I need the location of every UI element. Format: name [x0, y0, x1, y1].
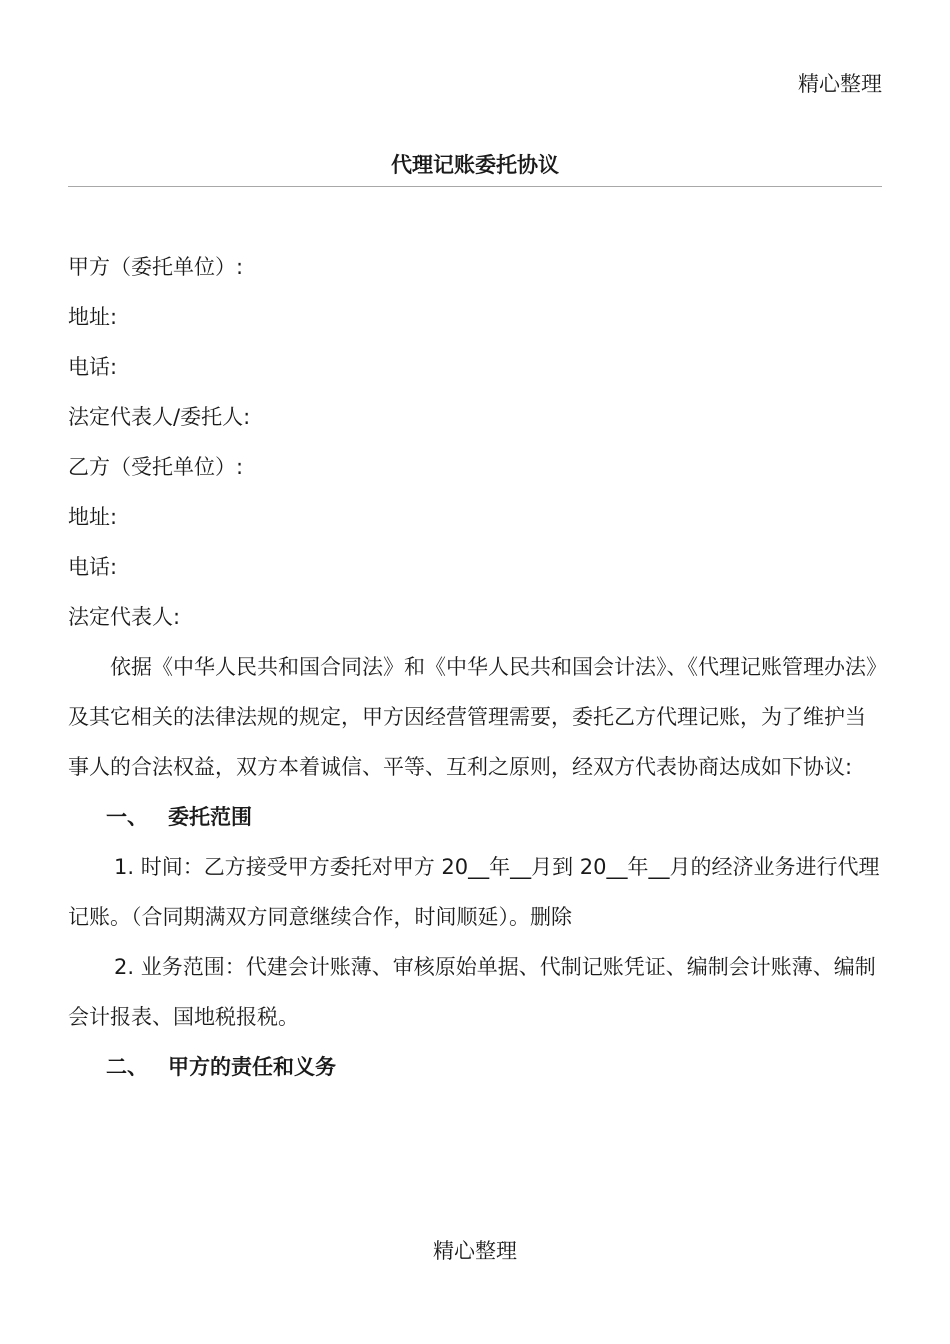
section-heading-scope: [68, 792, 882, 842]
section-title: 甲方的责任和义务: [168, 1055, 336, 1079]
section-heading-party-a-duties: [68, 1042, 882, 1092]
party-b-representative-label: 法定代表人:: [68, 605, 181, 629]
preamble-paragraph: 依据《中华人民共和国合同法》和《中华人民共和国会计法》、《代理记账管理办法》及其它相关的法律法规的规定，甲方因经营管理需要，委托乙方代理记账，为了维护当事人的合法权益，双方本着诚信、平等、互利之原则，经双方代表协商达成如下协议:: [68, 655, 877, 779]
party-b-phone-label: 电话:: [68, 555, 118, 579]
title-divider: [68, 186, 882, 187]
party-a-name-label: 甲方（委托单位）:: [68, 255, 244, 279]
party-a-phone-label: 电话:: [68, 355, 118, 379]
header-note: 精心整理: [798, 72, 882, 96]
clause-business-scope: 2. 业务范围：代建会计账薄、审核原始单据、代制记账凭证、编制会计账薄、编制会计报表、国地税报税。: [68, 955, 876, 1029]
footer-note: 精心整理: [433, 1239, 517, 1263]
section-title: 委托范围: [168, 805, 252, 829]
party-a-address-label: 地址:: [68, 305, 118, 329]
party-b-name-label: 乙方（受托单位）:: [68, 455, 244, 479]
section-number: 二、: [106, 1055, 148, 1079]
party-b-address-label: 地址:: [68, 505, 118, 529]
document-body: [68, 242, 882, 1092]
party-a-representative-label: 法定代表人/委托人:: [68, 405, 251, 429]
clause-time: 1. 时间：乙方接受甲方委托对甲方 20__年__月到 20__年__月的经济业务进行代理记账。（合同期满双方同意继续合作，时间顺延）。删除: [68, 855, 880, 929]
document-title: 代理记账委托协议: [391, 153, 559, 177]
section-number: 一、: [106, 805, 148, 829]
